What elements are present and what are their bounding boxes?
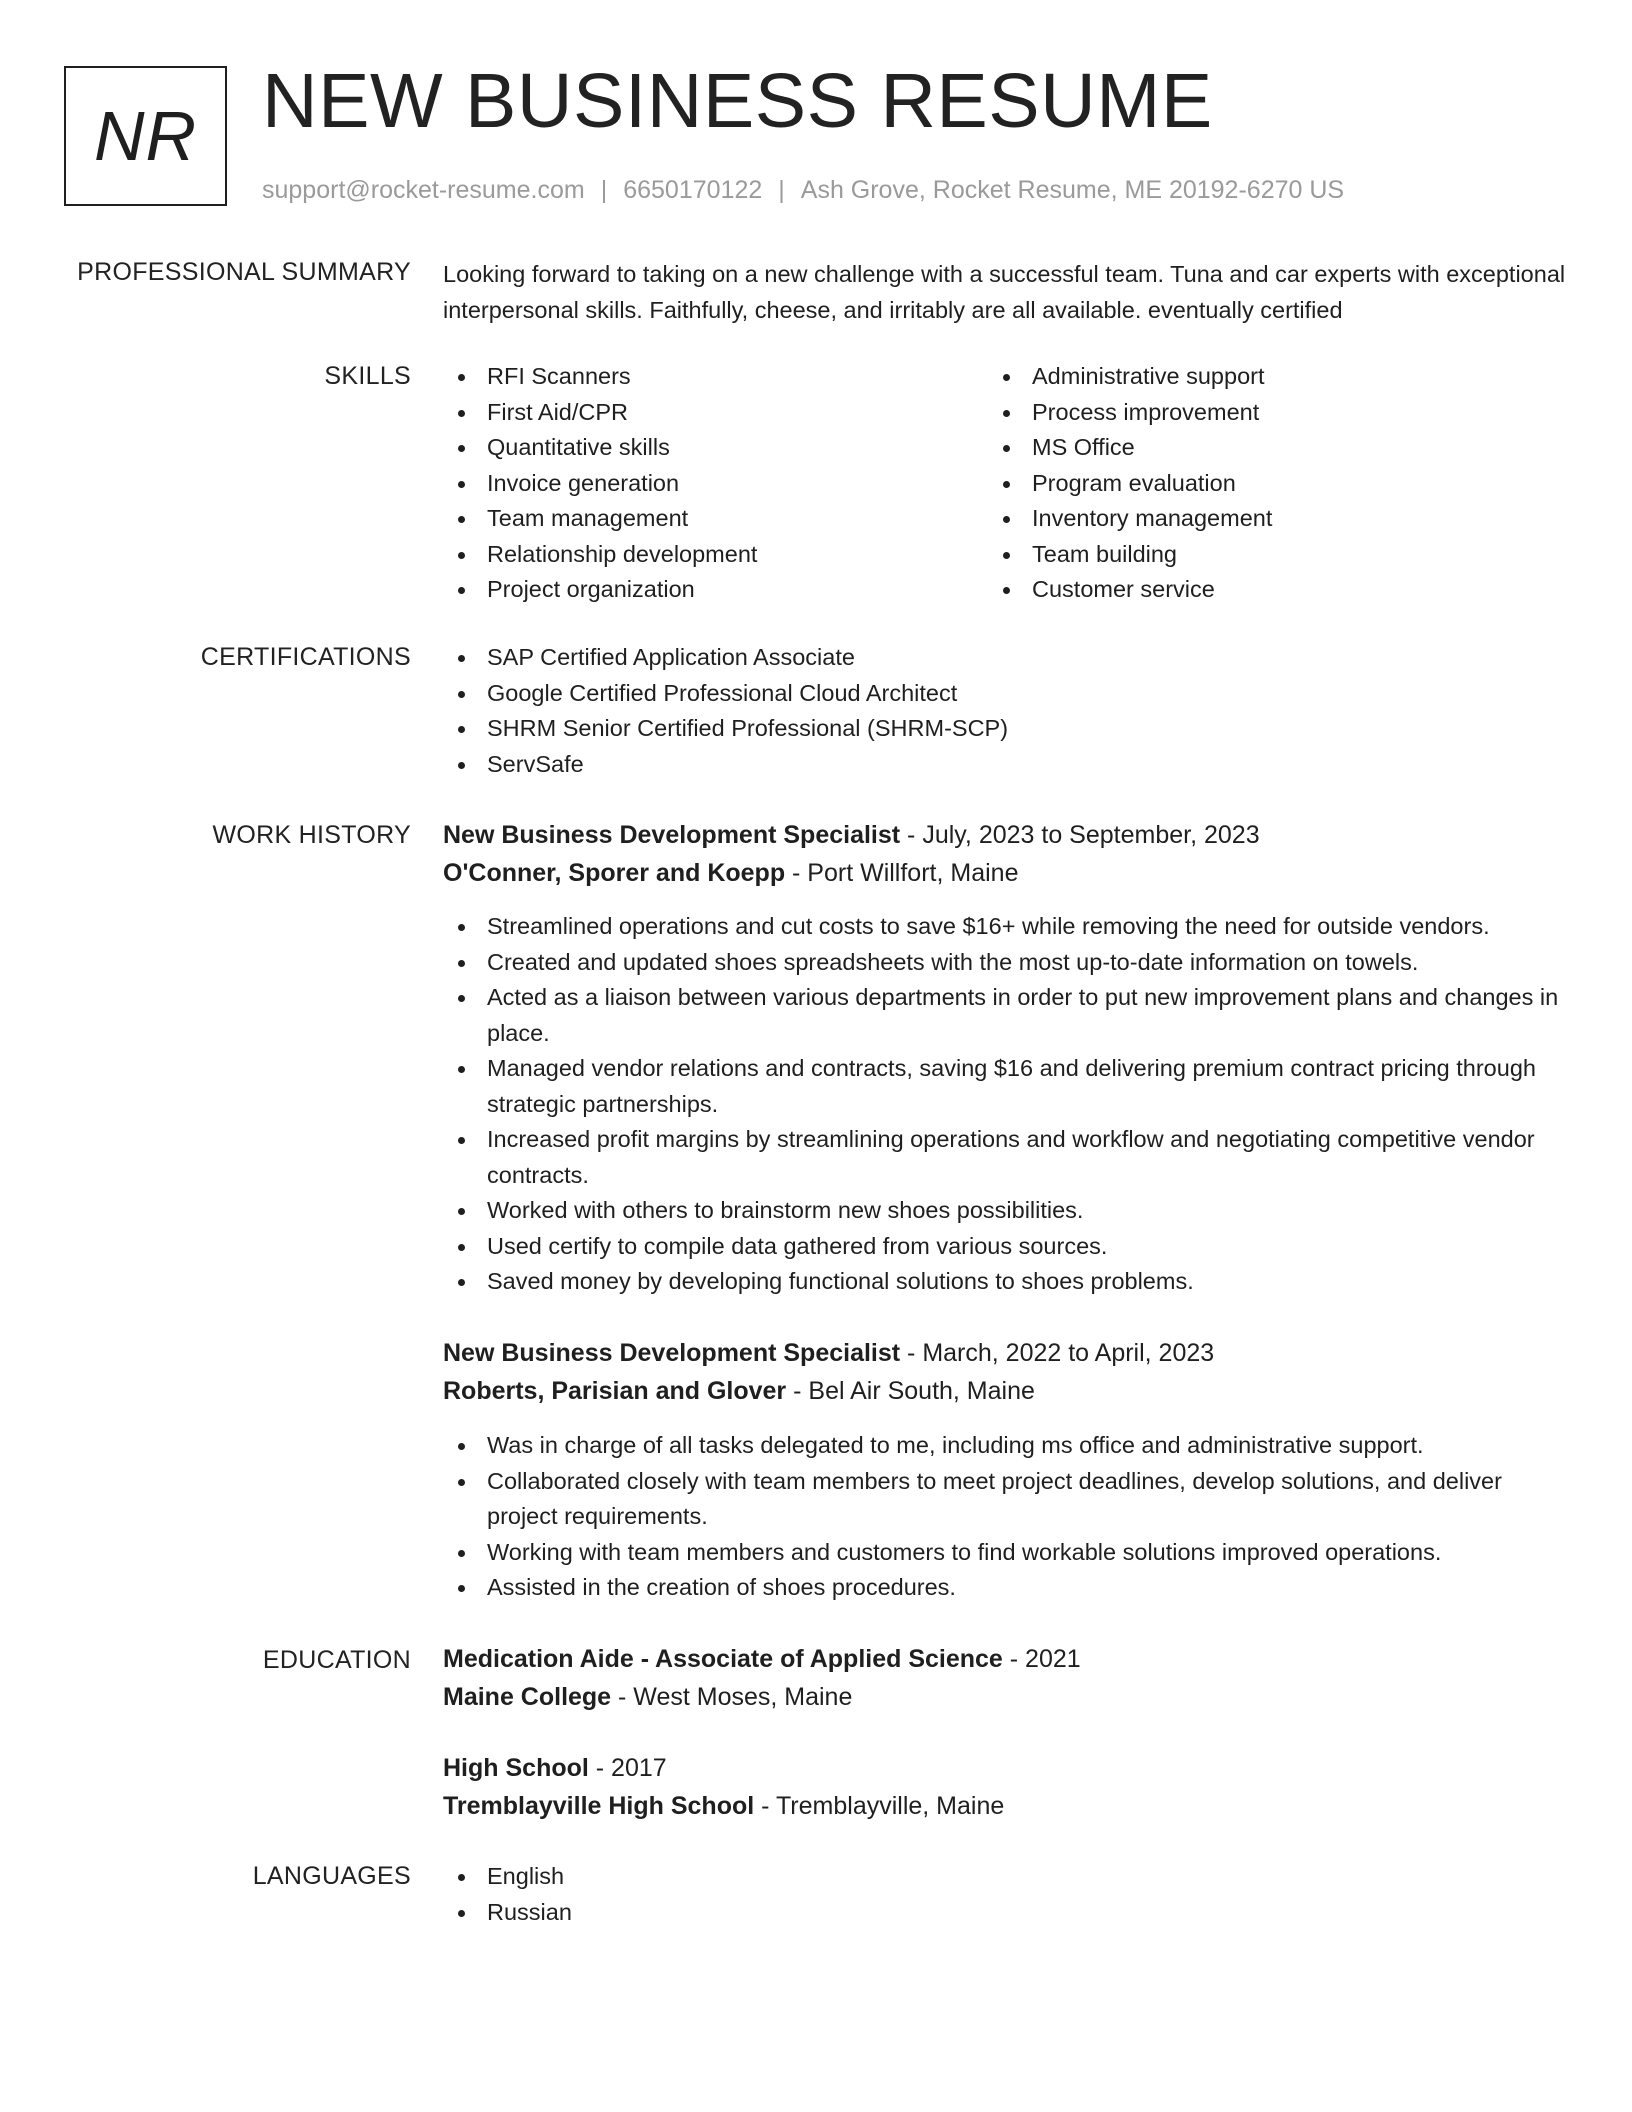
job-bullet: Assisted in the creation of shoes procedures. — [443, 1570, 1573, 1606]
education-entry — [443, 1749, 1573, 1825]
skill-item: Program evaluation — [988, 466, 1533, 502]
education-year: - 2017 — [588, 1754, 667, 1782]
contact-separator: | — [600, 176, 608, 204]
job-company-line — [443, 854, 1573, 892]
job-company: Roberts, Parisian and Glover — [443, 1377, 787, 1405]
section-label-skills: SKILLS — [324, 362, 411, 390]
job-bullet: Working with team members and customers to find workable solutions improved operations. — [443, 1535, 1573, 1571]
education-location: - Tremblayville, Maine — [754, 1792, 1005, 1820]
job-title-line — [443, 816, 1573, 854]
job-bullets — [443, 909, 1573, 1300]
skill-item: Quantitative skills — [443, 430, 988, 466]
skill-item: Team building — [988, 537, 1533, 573]
job-bullet: Increased profit margins by streamlining operations and workflow and negotiating competitive vendor contracts. — [443, 1122, 1573, 1193]
education-location: - West Moses, Maine — [611, 1683, 853, 1711]
contact-separator: | — [778, 176, 785, 204]
skill-item: First Aid/CPR — [443, 395, 988, 431]
job-entry — [443, 816, 1573, 892]
job-location: - Port Willfort, Maine — [785, 859, 1019, 887]
languages-list — [443, 1859, 1573, 1930]
job-title-line — [443, 1334, 1573, 1372]
job-bullet: Streamlined operations and cut costs to save $16+ while removing the need for outside vendors. — [443, 909, 1573, 945]
education-degree-line — [443, 1640, 1573, 1678]
section-label-education: EDUCATION — [262, 1646, 411, 1674]
job-entry — [443, 1334, 1573, 1410]
contact-address: Ash Grove, Rocket Resume, ME 20192-6270 US — [800, 176, 1345, 204]
job-bullet: Acted as a liaison between various departments in order to put new improvement plans and changes in place. — [443, 980, 1573, 1051]
education-degree: High School — [443, 1754, 589, 1782]
education-school-line — [443, 1678, 1573, 1716]
education-school-line — [443, 1787, 1573, 1825]
certifications-list — [443, 640, 1573, 782]
skill-item: Administrative support — [988, 359, 1533, 395]
language-item: English — [443, 1859, 1573, 1895]
job-dates: - March, 2022 to April, 2023 — [900, 1339, 1215, 1367]
skills-list — [443, 359, 1573, 608]
job-company-line — [443, 1372, 1573, 1410]
skills-column-left — [443, 359, 988, 608]
job-bullet: Saved money by developing functional solutions to shoes problems. — [443, 1264, 1573, 1300]
skill-item: Inventory management — [988, 501, 1533, 537]
contact-email[interactable]: support@rocket-resume.com — [262, 176, 585, 204]
job-bullets — [443, 1428, 1573, 1606]
certification-item: SAP Certified Application Associate — [443, 640, 1573, 676]
education-year: - 2021 — [1002, 1645, 1081, 1673]
skill-item: Process improvement — [988, 395, 1533, 431]
job-bullet: Was in charge of all tasks delegated to me, including ms office and administrative support. — [443, 1428, 1573, 1464]
certification-item: Google Certified Professional Cloud Architect — [443, 676, 1573, 712]
skill-item: Team management — [443, 501, 988, 537]
job-location: - Bel Air South, Maine — [786, 1377, 1035, 1405]
job-bullet: Used certify to compile data gathered from various sources. — [443, 1229, 1573, 1265]
certification-item: ServSafe — [443, 747, 1573, 783]
summary-text: Looking forward to taking on a new challenge with a successful team. Tuna and car experts with exceptional interpersonal skills. Faithfully, cheese, and irritably are all available. eventually certified — [443, 261, 1566, 323]
job-dates: - July, 2023 to September, 2023 — [900, 821, 1260, 849]
education-entry — [443, 1640, 1573, 1716]
job-bullet: Managed vendor relations and contracts, saving $16 and delivering premium contract pricing through strategic partnerships. — [443, 1051, 1573, 1122]
job-title: New Business Development Specialist — [443, 1339, 901, 1367]
skill-item: MS Office — [988, 430, 1533, 466]
skill-item: RFI Scanners — [443, 359, 988, 395]
language-item: Russian — [443, 1895, 1573, 1931]
monogram-initials: NR — [93, 97, 198, 175]
job-bullet: Created and updated shoes spreadsheets with the most up-to-date information on towels. — [443, 945, 1573, 981]
education-school: Tremblayville High School — [443, 1792, 755, 1820]
resume-title: NEW BUSINESS RESUME — [262, 58, 1213, 144]
certification-item: SHRM Senior Certified Professional (SHRM-SCP) — [443, 711, 1573, 747]
contact-line — [262, 175, 1344, 205]
section-label-summary: PROFESSIONAL SUMMARY — [77, 258, 411, 286]
contact-phone[interactable]: 6650170122 — [623, 176, 763, 204]
monogram-box — [64, 66, 227, 206]
section-label-certifications: CERTIFICATIONS — [200, 643, 411, 671]
skills-column-right — [988, 359, 1533, 608]
education-degree: Medication Aide - Associate of Applied Science — [443, 1645, 1003, 1673]
skill-item: Customer service — [988, 572, 1533, 608]
education-degree-line — [443, 1749, 1573, 1787]
job-title: New Business Development Specialist — [443, 821, 901, 849]
section-label-work-history: WORK HISTORY — [212, 821, 411, 849]
job-company: O'Conner, Sporer and Koepp — [443, 859, 786, 887]
education-school: Maine College — [443, 1683, 612, 1711]
skill-item: Project organization — [443, 572, 988, 608]
skill-item: Invoice generation — [443, 466, 988, 502]
job-bullet: Collaborated closely with team members to meet project deadlines, develop solutions, and deliver project requirements. — [443, 1464, 1573, 1535]
skill-item: Relationship development — [443, 537, 988, 573]
section-label-languages: LANGUAGES — [252, 1862, 411, 1890]
job-bullet: Worked with others to brainstorm new shoes possibilities. — [443, 1193, 1573, 1229]
